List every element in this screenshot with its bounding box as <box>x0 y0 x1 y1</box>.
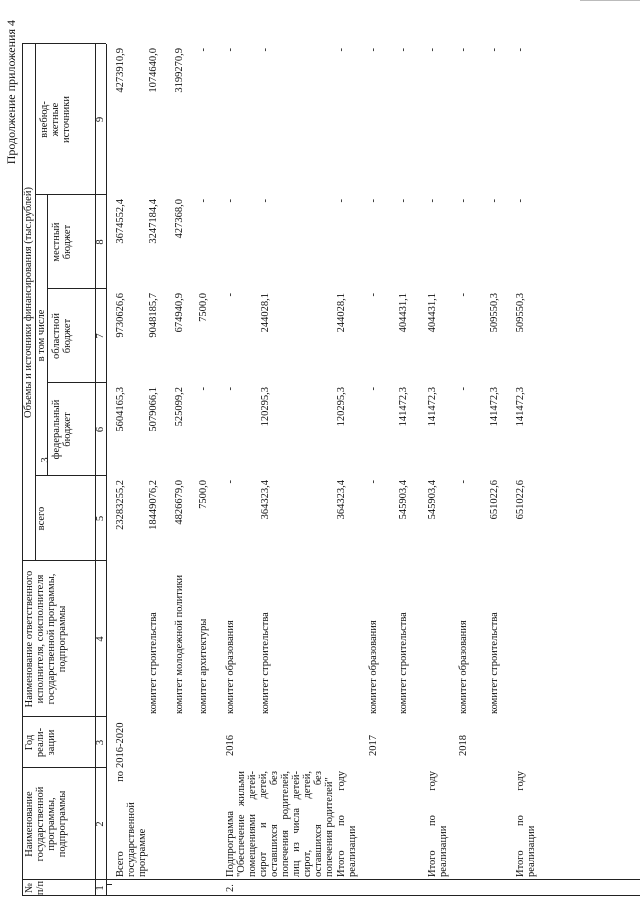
top-edge-line <box>580 0 640 3</box>
cell-regional-row-5: - <box>225 293 236 297</box>
cell-year-row-5: 2016 <box>225 735 236 756</box>
cell-regional-row-9: 404431,1 <box>398 293 409 333</box>
cell-federal-row-11: - <box>458 387 469 391</box>
cell-year-row-11: 2018 <box>458 735 469 756</box>
header-total: всего <box>36 506 47 531</box>
column-number-6: 6 <box>95 426 106 433</box>
cell-local-row-4: - <box>198 199 209 203</box>
cell-executor-row-2: комитет строительства <box>148 612 159 714</box>
cell-total-row-2: 18449076,2 <box>148 480 159 530</box>
cell-extra-row-7: - <box>336 48 347 52</box>
cell-local-row-9: - <box>398 199 409 203</box>
column-border-0 <box>22 895 640 896</box>
cell-extra-row-9: - <box>398 48 409 52</box>
cell-regional-row-12: 509550,3 <box>489 293 500 333</box>
column-number-2: 2 <box>95 821 106 827</box>
cell-local-row-5: - <box>225 199 236 203</box>
page-number: 3 <box>40 457 51 463</box>
cell-federal-row-1: 5604165,3 <box>115 387 126 432</box>
column-border-1 <box>22 879 640 880</box>
cell-regional-row-10: 404431,1 <box>427 293 438 333</box>
cell-local-row-2: 3247184,4 <box>148 199 159 244</box>
including-header-rule <box>47 195 48 476</box>
column-number-1: 1 <box>95 885 106 891</box>
cell-local-row-11: - <box>458 199 469 203</box>
cell-extra-row-10: - <box>427 48 438 52</box>
cell-executor-row-6: комитет строительства <box>260 612 271 714</box>
continuation-title: Продолжение приложения 4 <box>4 20 18 165</box>
cell-total-row-3: 4826679,0 <box>174 480 185 525</box>
cell-name-row-10: Итого по году реализации <box>427 771 449 877</box>
cell-extra-row-4: - <box>198 48 209 52</box>
column-number-8: 8 <box>95 239 106 245</box>
cell-regional-row-4: 7500,0 <box>198 293 209 322</box>
cell-name-row-7: Итого по году реализации <box>336 771 358 877</box>
cell-federal-row-7: 120295,3 <box>336 387 347 427</box>
cell-federal-row-2: 5079066,1 <box>148 387 159 432</box>
column-1-tick <box>106 884 112 885</box>
cell-total-row-6: 364323,4 <box>260 480 271 520</box>
cell-regional-row-13: 509550,3 <box>515 293 526 333</box>
cell-extra-row-11: - <box>458 48 469 52</box>
header-including: в том числе <box>36 309 47 362</box>
cell-local-row-13: - <box>515 199 526 203</box>
header-program-name: Наименование государственной программы, подпрограммы <box>24 786 68 862</box>
cell-federal-row-10: 141472,3 <box>427 387 438 427</box>
cell-total-row-8: - <box>368 480 379 484</box>
column-number-4: 4 <box>95 636 106 642</box>
cell-extra-row-6: - <box>260 48 271 52</box>
cell-extra-row-8: - <box>368 48 379 52</box>
cell-total-row-13: 651022,6 <box>515 480 526 520</box>
cell-federal-row-4: - <box>198 387 209 391</box>
cell-executor-row-8: комитет образования <box>368 620 379 714</box>
header-extra: внебюд- жетные источники <box>39 96 72 143</box>
number-row-bottom-border <box>106 44 107 896</box>
cell-federal-row-5: - <box>225 387 236 391</box>
cell-extra-row-5: - <box>225 48 236 52</box>
cell-name-row-1: Всего по государственной программе <box>115 771 148 877</box>
cell-regional-row-8: - <box>368 293 379 297</box>
cell-federal-row-3: 525099,2 <box>174 387 185 427</box>
cell-extra-row-12: - <box>489 48 500 52</box>
header-regional: областной бюджет <box>51 313 73 359</box>
cell-name-row-13: Итого по году реализации <box>515 771 537 877</box>
header-funding: Объемы и источники финансирования (тыс.рублей) <box>23 187 34 418</box>
cell-executor-row-3: комитет молодежной политики <box>174 574 185 714</box>
cell-regional-row-11: - <box>458 293 469 297</box>
cell-local-row-7: - <box>336 199 347 203</box>
cell-executor-row-4: комитет архитектуры <box>198 618 209 714</box>
cell-federal-row-12: 141472,3 <box>489 387 500 427</box>
cell-local-row-10: - <box>427 199 438 203</box>
cell-executor-row-9: комитет строительства <box>398 612 409 714</box>
cell-federal-row-6: 120295,3 <box>260 387 271 427</box>
cell-total-row-7: 364323,4 <box>336 480 347 520</box>
cell-federal-row-9: 141472,3 <box>398 387 409 427</box>
cell-local-row-1: 3674552,4 <box>115 199 126 244</box>
cell-executor-row-5: комитет образования <box>225 620 236 714</box>
cell-federal-row-13: 141472,3 <box>515 387 526 427</box>
header-executor: Наименование ответственного исполнителя, соисполнителя государственной программы, подпрограммы <box>24 570 68 708</box>
cell-total-row-11: - <box>458 480 469 484</box>
column-number-5: 5 <box>95 515 106 522</box>
cell-total-row-5: - <box>225 480 236 484</box>
cell-regional-row-3: 674940,9 <box>174 293 185 333</box>
header-federal: федеральный бюджет <box>51 399 73 460</box>
cell-federal-row-8: - <box>368 387 379 391</box>
cell-extra-row-13: - <box>515 48 526 52</box>
cell-total-row-1: 23283255,2 <box>115 480 126 530</box>
cell-extra-row-2: 1074640,0 <box>148 48 159 93</box>
cell-local-row-8: - <box>368 199 379 203</box>
rotated-table-sheet <box>0 10 620 900</box>
cell-year-row-1: 2016-2020 <box>115 722 126 768</box>
cell-executor-row-11: комитет образования <box>458 620 469 714</box>
cell-total-row-9: 545903,4 <box>398 480 409 520</box>
cell-num-row-5: 2. <box>225 884 236 892</box>
cell-regional-row-7: 244028,1 <box>336 293 347 333</box>
header-year: Год реали- зации <box>24 727 57 758</box>
cell-name-row-5: Подпрограмма "Обеспечение жильми помещениями детей-сирот и детей, оставшихся без попечения родителей, лиц из числа детей-сирот, детей, оставшихся без попечения родителей" <box>225 771 335 877</box>
cell-local-row-3: 427368,0 <box>174 199 185 239</box>
cell-regional-row-2: 9048185,7 <box>148 293 159 338</box>
header-local: местный бюджет <box>51 222 73 262</box>
cell-year-row-8: 2017 <box>368 735 379 756</box>
cell-local-row-12: - <box>489 199 500 203</box>
cell-total-row-10: 545903,4 <box>427 480 438 520</box>
header-num: № п/п <box>24 880 46 896</box>
column-number-7: 7 <box>95 333 106 339</box>
cell-extra-row-3: 3199270,9 <box>174 48 185 93</box>
cell-total-row-4: 7500,0 <box>198 480 209 509</box>
cell-total-row-12: 651022,6 <box>489 480 500 520</box>
cell-regional-row-6: 244028,1 <box>260 293 271 333</box>
cell-local-row-6: - <box>260 199 271 203</box>
column-number-9: 9 <box>95 116 106 123</box>
column-number-3: 3 <box>95 739 106 746</box>
cell-executor-row-12: комитет строительства <box>489 612 500 714</box>
cell-regional-row-1: 9730626,6 <box>115 293 126 338</box>
cell-extra-row-1: 4273910,9 <box>115 48 126 93</box>
